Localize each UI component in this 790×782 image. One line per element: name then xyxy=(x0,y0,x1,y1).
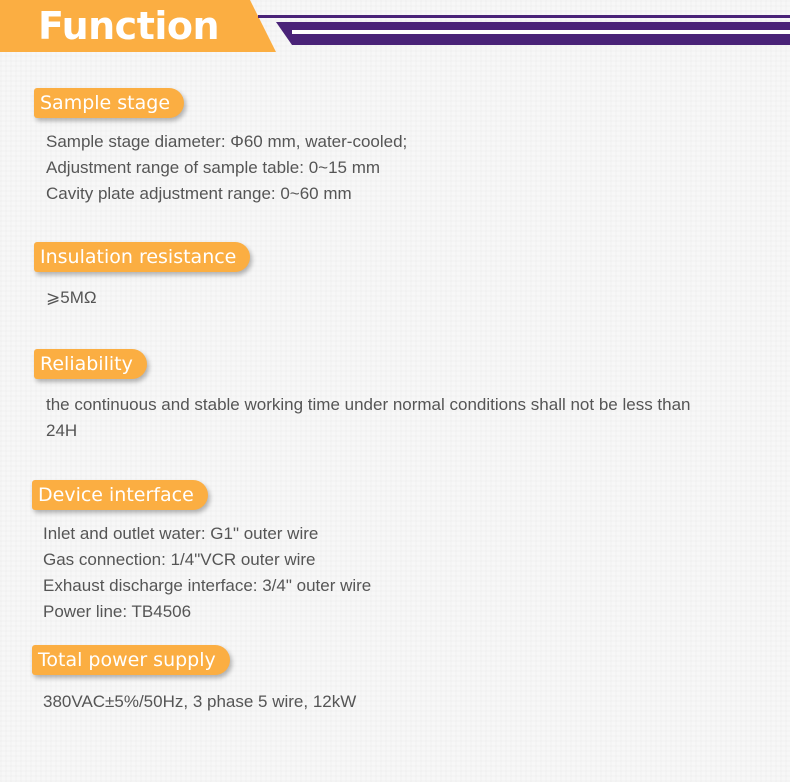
section-body-insulation-resistance xyxy=(46,285,97,311)
section-body-sample-stage xyxy=(46,129,407,207)
spec-line: Sample stage diameter: Φ60 mm, water-cooled; xyxy=(46,132,408,151)
spec-line: Power line: TB4506 xyxy=(43,602,192,621)
section-body-device-interface xyxy=(43,521,371,625)
header-white-stripe xyxy=(292,30,790,34)
section-body-reliability xyxy=(46,392,696,444)
section-body-total-power-supply xyxy=(43,689,356,715)
header-purple-line xyxy=(258,15,790,18)
spec-line: Cavity plate adjustment range: 0~60 mm xyxy=(46,184,352,203)
spec-line: Inlet and outlet water: G1" outer wire xyxy=(43,524,319,543)
page-title: Function xyxy=(38,4,220,48)
section-heading-insulation-resistance: Insulation resistance xyxy=(34,242,250,272)
spec-line: the continuous and stable working time under normal conditions shall not be less than 24H xyxy=(46,395,691,440)
header-banner xyxy=(0,0,790,52)
section-heading-reliability: Reliability xyxy=(34,349,147,379)
spec-line: ⩾5MΩ xyxy=(46,288,97,307)
spec-line: 380VAC±5%/50Hz, 3 phase 5 wire, 12kW xyxy=(43,692,357,711)
spec-line: Exhaust discharge interface: 3/4" outer wire xyxy=(43,576,372,595)
spec-line: Adjustment range of sample table: 0~15 mm xyxy=(46,158,381,177)
section-heading-sample-stage: Sample stage xyxy=(34,88,184,118)
spec-line: Gas connection: 1/4"VCR outer wire xyxy=(43,550,316,569)
section-heading-device-interface: Device interface xyxy=(32,480,208,510)
section-heading-total-power-supply: Total power supply xyxy=(32,645,230,675)
